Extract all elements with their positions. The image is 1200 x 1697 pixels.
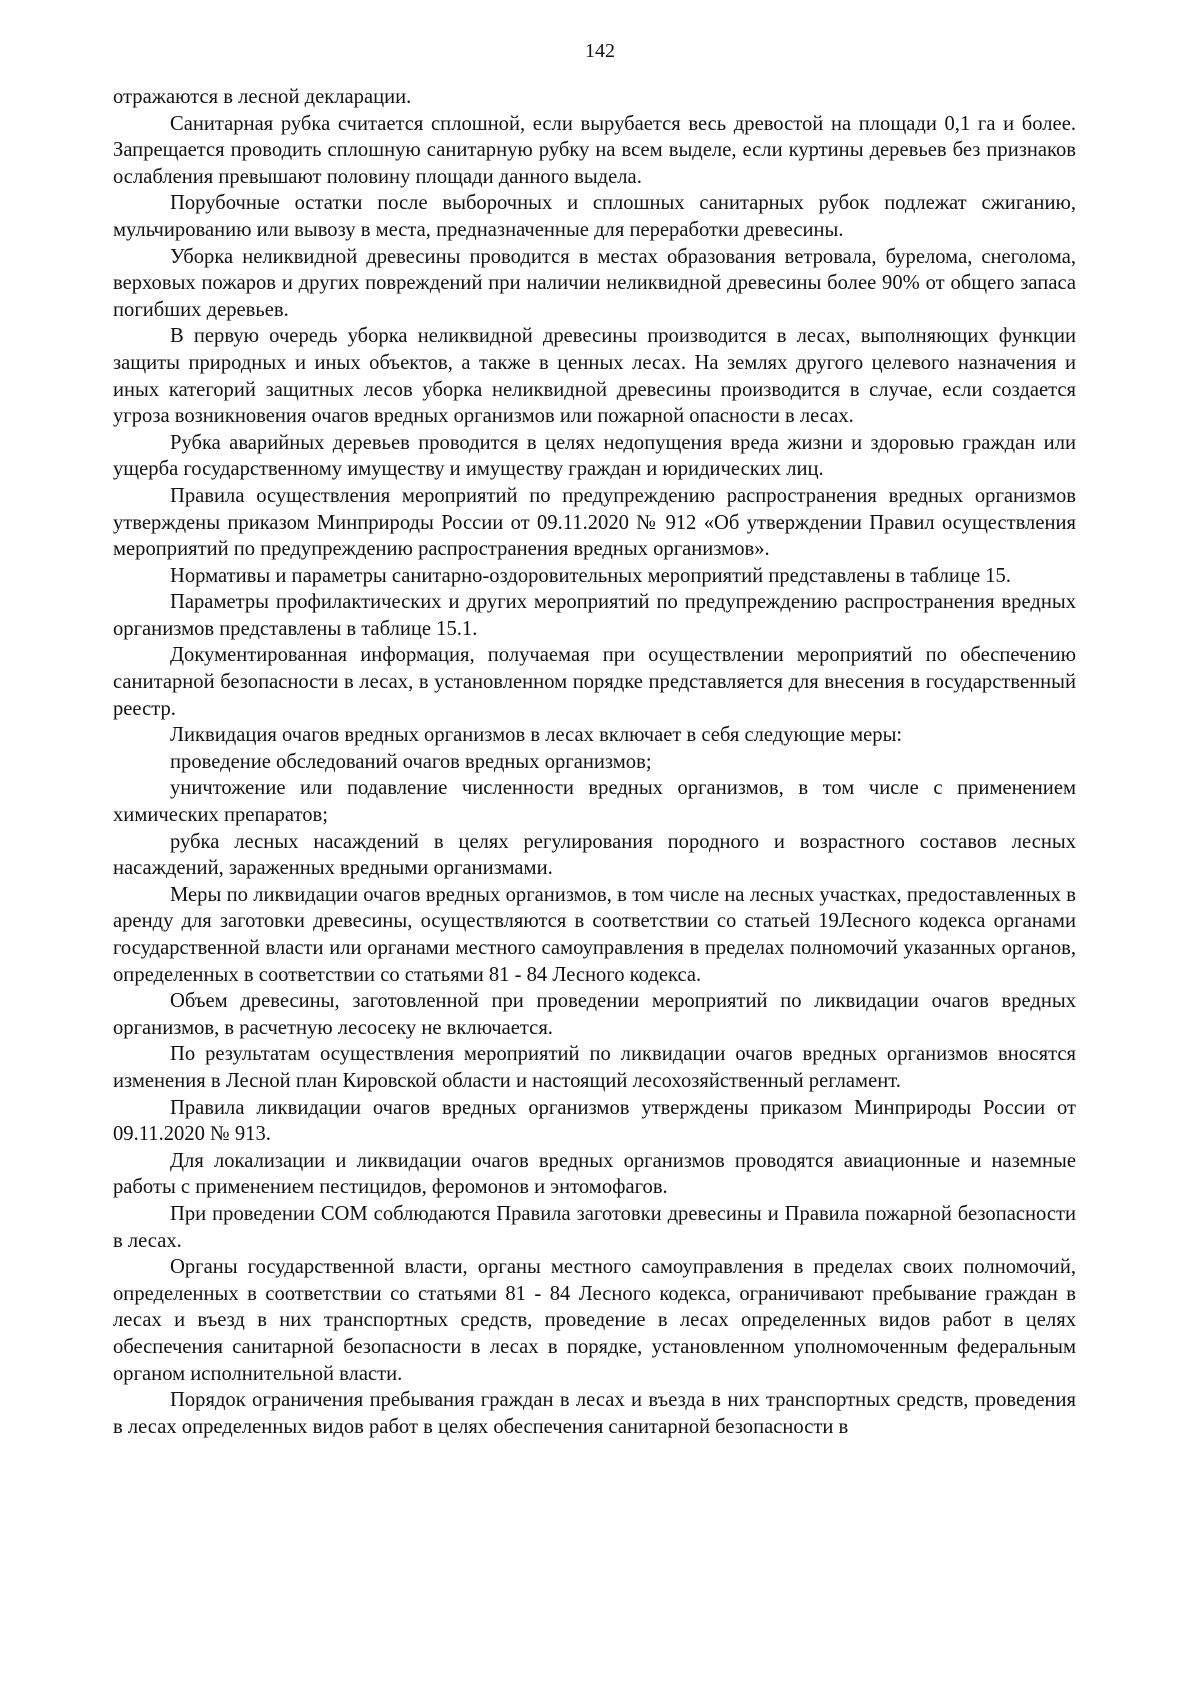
paragraph: Параметры профилактических и других мероприятий по предупреждению распространения вредных организмов представлены в таблице 15.1. [113,591,1076,640]
list-item: проведение обследований очагов вредных организмов; [170,750,652,773]
paragraph: Уборка неликвидной древесины проводится в местах образования ветровала, бурелома, снеголома, верховых пожаров и других повреждений при наличии неликвидной древесины более 90% от общего запаса погибших деревьев. [113,245,1076,321]
paragraph: Правила осуществления мероприятий по предупреждению распространения вредных организмов утверждены приказом Минприроды России от 09.11.2020 № 912 «Об утверждении Правил осуществления мероприятий по предупреждению распространения вредных организмов». [113,484,1076,561]
paragraph: По результатам осуществления мероприятий по ликвидации очагов вредных организмов вносятся изменения в Лесной план Кировской области и настоящий лесохозяйственный регламент. [113,1043,1076,1092]
paragraph: Ликвидация очагов вредных организмов в лесах включает в себя следующие меры: [170,724,903,747]
paragraph: Документированная информация, получаемая при осуществлении мероприятий по обеспечению санитарной безопасности в лесах, в установленном порядке представляется для внесения в государственный реестр. [113,644,1076,720]
list-item: уничтожение или подавление численности вредных организмов, в том числе с применением химических препаратов; [113,777,1076,827]
paragraph: Органы государственной власти, органы местного самоуправления в пределах своих полномочий, определенных в соответствии со статьями 81 - 84 Лесного кодекса, ограничивают пребывание граждан в лесах и въезд в них транспортных средств, проведение в лесах определенных видов работ в целях обеспечения санитарной безопасности в лесах в порядке, установленном уполномоченным федеральным органом исполнительной власти. [113,1256,1076,1385]
paragraph: При проведении СОМ соблюдаются Правила заготовки древесины и Правила пожарной безопасности в лесах. [113,1202,1076,1252]
paragraph: отражаются в лесной декларации. [113,86,412,108]
paragraph: Нормативы и параметры санитарно-оздоровительных мероприятий представлены в таблице 15. [170,564,1011,587]
paragraph: Рубка аварийных деревьев проводится в целях недопущения вреда жизни и здоровью граждан или ущерба государственному имуществу и имуществу граждан и юридических лиц. [113,431,1076,481]
paragraph: Объем древесины, заготовленной при проведении мероприятий по ликвидации очагов вредных организмов, в расчетную лесосеку не включается. [113,990,1076,1039]
document-body [113,84,1076,1440]
paragraph: Правила ликвидации очагов вредных организмов утверждены приказом Минприроды России от 09.11.2020 № 913. [113,1096,1076,1146]
paragraph: Санитарная рубка считается сплошной, если вырубается весь древостой на площади 0,1 га и более. Запрещается проводить сплошную санитарную рубку на всем выделе, если куртины деревьев без признаков ослабления превышают половину площади данного выдела. [113,112,1076,188]
list-item: рубка лесных насаждений в целях регулирования породного и возрастного составов лесных насаждений, зараженных вредными организмами. [113,830,1076,880]
paragraph: В первую очередь уборка неликвидной древесины производится в лесах, выполняющих функции защиты природных и иных объектов, а также в ценных лесах. На землях другого целевого назначения и иных категорий защитных лесов уборка неликвидной древесины производится в случае, если создается угроза возникновения очагов вредных организмов или пожарной опасности в лесах. [113,325,1076,428]
paragraph: Для локализации и ликвидации очагов вредных организмов проводятся авиационные и наземные работы с применением пестицидов, феромонов и энтомофагов. [113,1149,1076,1199]
paragraph: Порубочные остатки после выборочных и сплошных санитарных рубок подлежат сжиганию, мульчированию или вывозу в места, предназначенные для переработки древесины. [113,192,1076,241]
paragraph: Порядок ограничения пребывания граждан в лесах и въезда в них транспортных средств, проведения в лесах определенных видов работ в целях обеспечения санитарной безопасности в [113,1389,1076,1438]
page-number: 142 [585,40,615,62]
paragraph: Меры по ликвидации очагов вредных организмов, в том числе на лесных участках, предоставленных в аренду для заготовки древесины, осуществляются в соответствии со статьей 19Лесного кодекса органами государственной власти или органами местного самоуправления в пределах полномочий указанных органов, определенных в соответствии со статьями 81 - 84 Лесного кодекса. [113,883,1076,986]
